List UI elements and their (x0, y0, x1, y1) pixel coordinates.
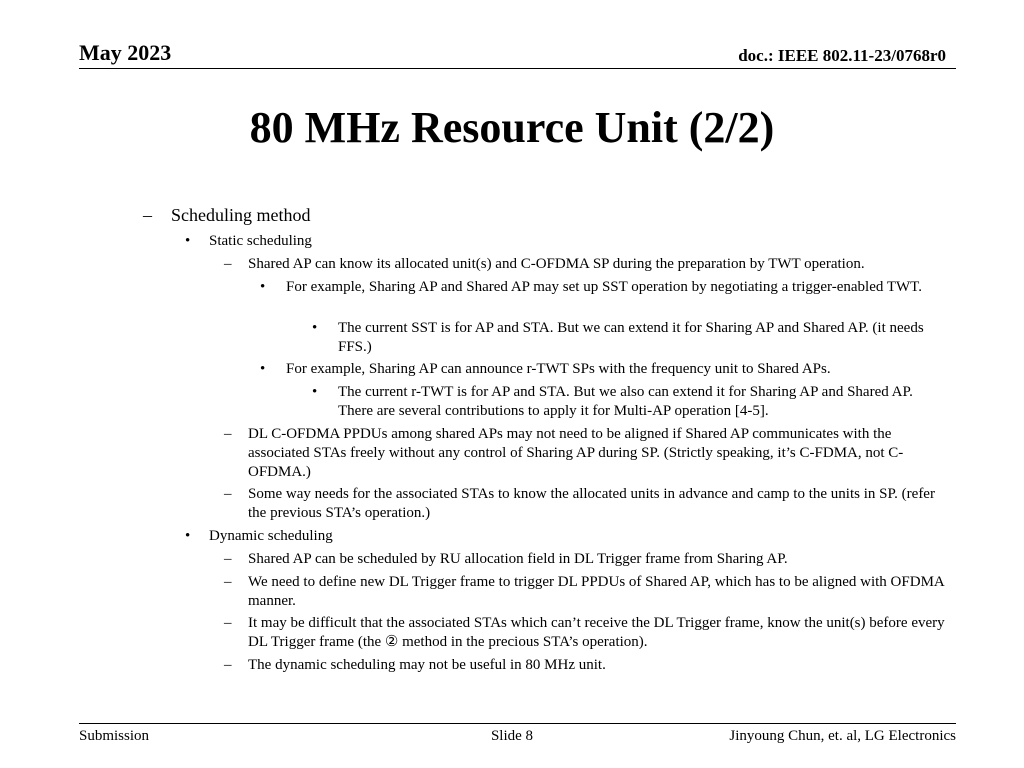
bullet-item (224, 573, 948, 611)
header-date: May 2023 (79, 40, 172, 65)
bullet-marker: – (224, 551, 232, 567)
footer-submission: Submission (79, 728, 150, 744)
bullet-marker: • (312, 384, 318, 400)
bullet-marker: – (224, 256, 232, 272)
footer-author: Jinyoung Chun, et. al, LG Electronics (729, 728, 956, 744)
bullet-item (260, 278, 926, 297)
bullet-item (312, 383, 928, 421)
bullet-marker: • (185, 233, 191, 249)
bullet-text: DL C-OFDMA PPDUs among shared APs may not need to be aligned if Shared AP communicates with the associated STAs freely without any control of Sharing AP during SP. (Strictly speaking, it’s C-FDMA, not C-OFDMA.) (248, 426, 904, 480)
bullet-marker: • (185, 528, 191, 544)
bullet-marker: – (224, 615, 232, 631)
bullet-marker: • (260, 361, 266, 377)
bullet-item (143, 205, 951, 226)
bullet-marker: – (224, 657, 232, 673)
bullet-text: We need to define new DL Trigger frame to trigger DL PPDUs of Shared AP, which has to be aligned with OFDMA manner. (248, 574, 944, 609)
bullet-text: Dynamic scheduling (209, 528, 333, 544)
bullet-marker: – (224, 574, 232, 590)
slide-number: Slide 8 (490, 728, 534, 744)
bullet-text: It may be difficult that the associated STAs which can’t receive the DL Trigger frame, know the unit(s) before every DL Trigger frame (the ② method in the precious STA’s operation). (248, 615, 945, 650)
bullet-marker: – (224, 486, 232, 502)
bullet-item (312, 319, 928, 357)
bullet-item (224, 550, 948, 569)
bullet-text: For example, Sharing AP can announce r-TWT SPs with the frequency unit to Shared APs. (286, 361, 831, 377)
bullet-item (185, 527, 949, 546)
bullet-marker: • (312, 320, 318, 336)
bullet-text: For example, Sharing AP and Shared AP may set up SST operation by negotiating a trigger-enabled TWT. (286, 279, 922, 295)
bullet-item (185, 232, 949, 251)
bullet-text: Scheduling method (171, 205, 311, 225)
bullet-item (224, 656, 948, 675)
bullet-marker: – (143, 205, 152, 225)
bullet-text: Some way needs for the associated STAs to know the allocated units in advance and camp to the units in SP. (refer the previous STA’s operation.) (248, 486, 935, 521)
bullet-marker: • (260, 279, 266, 295)
header-divider (79, 68, 956, 69)
bullet-text: Static scheduling (209, 233, 312, 249)
header-doc-id: doc.: IEEE 802.11-23/0768r0 (738, 46, 946, 65)
bullet-marker: – (224, 426, 232, 442)
bullet-text: The current r-TWT is for AP and STA. But we also can extend it for Sharing AP and Shared AP. There are several contributions to apply it for Multi-AP operation [4-5]. (338, 384, 913, 419)
bullet-text: The current SST is for AP and STA. But we can extend it for Sharing AP and Shared AP. (it needs FFS.) (338, 320, 924, 355)
slide-title: 80 MHz Resource Unit (2/2) (249, 103, 775, 152)
bullet-text: The dynamic scheduling may not be useful in 80 MHz unit. (248, 657, 606, 673)
bullet-text: Shared AP can know its allocated unit(s) and C-OFDMA SP during the preparation by TWT operation. (248, 256, 865, 272)
bullet-item (224, 255, 948, 274)
bullet-item (224, 425, 948, 482)
bullet-text: Shared AP can be scheduled by RU allocation field in DL Trigger frame from Sharing AP. (248, 551, 788, 567)
bullet-item (224, 485, 948, 523)
bullet-item (260, 360, 926, 379)
bullet-item (224, 614, 948, 652)
footer-divider (79, 723, 956, 724)
